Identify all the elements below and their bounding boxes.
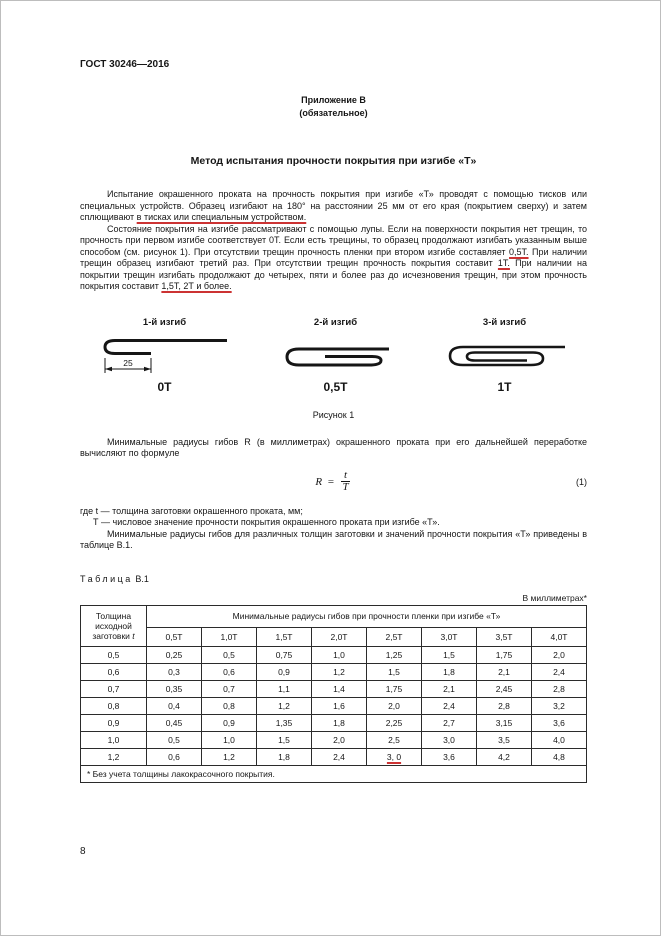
radius-cell: 4,2 — [477, 748, 532, 765]
table-body — [81, 646, 587, 765]
thickness-cell: 0,5 — [81, 646, 147, 663]
formula-numerator: t — [341, 470, 350, 482]
radius-cell: 2,8 — [477, 697, 532, 714]
radius-cell: 3,5 — [477, 731, 532, 748]
t-strength-header: 3,5Т — [477, 628, 532, 646]
bend-1 — [99, 317, 231, 394]
radius-cell: 1,75 — [477, 646, 532, 663]
bend-radius-table — [80, 605, 587, 783]
page-number: 8 — [80, 846, 86, 857]
bend-1-value: 0Т — [157, 379, 172, 394]
red-marked-text: 1Т. — [497, 258, 510, 268]
table-row — [81, 680, 587, 697]
radius-cell: 0,75 — [257, 646, 312, 663]
page-content — [80, 59, 587, 783]
paragraph-1 — [80, 189, 587, 224]
t-strength-header: 1,5Т — [257, 628, 312, 646]
t-strength-header: 2,5Т — [367, 628, 422, 646]
thickness-cell: 0,7 — [81, 680, 147, 697]
table-row — [81, 697, 587, 714]
bend-1-label: 1-й изгиб — [142, 316, 187, 328]
radius-cell: 1,4 — [312, 680, 367, 697]
radius-cell: 1,8 — [422, 663, 477, 680]
appendix-subtitle: (обязательное) — [299, 107, 368, 118]
table-row — [81, 714, 587, 731]
t-strength-header: 3,0Т — [422, 628, 477, 646]
span-header: Минимальные радиусы гибов при прочности пленки при изгибе «Т» — [147, 605, 587, 628]
radius-cell: 0,9 — [202, 714, 257, 731]
radius-cell: 0,6 — [147, 748, 202, 765]
radius-cell: 2,5 — [367, 731, 422, 748]
definition-line-2: Т — числовое значение прочности покрытия окрашенного проката при изгибе «Т». — [93, 517, 440, 527]
table-label-number: В.1 — [135, 573, 149, 584]
radius-cell: 1,25 — [367, 646, 422, 663]
radius-cell: 1,5 — [257, 731, 312, 748]
table-row — [81, 731, 587, 748]
bend-2-label: 2-й изгиб — [313, 316, 358, 328]
radius-cell: 0,3 — [147, 663, 202, 680]
formula-block — [80, 466, 587, 498]
radius-cell: 2,1 — [422, 680, 477, 697]
table-subheader-row — [81, 628, 587, 646]
dimension-label: 25 — [122, 357, 133, 368]
radius-cell: 1,8 — [312, 714, 367, 731]
formula-denominator: T — [342, 481, 349, 493]
text-segment: Испытание окрашенного проката на прочность покрытия при изгибе «Т» проводят с помощью тисков или специальных устройств. Образец изгибают на 180° на расстоянии 25 мм от его края (покрытием сверху) и затем сплющивают — [80, 189, 587, 222]
section-title: Метод испытания прочности покрытия при изгибе «Т» — [190, 155, 477, 167]
radius-cell: 1,0 — [312, 646, 367, 663]
bend-2-value: 0,5Т — [323, 379, 348, 394]
radius-cell: 2,45 — [477, 680, 532, 697]
radius-cell: 0,6 — [202, 663, 257, 680]
t-strength-header: 2,0Т — [312, 628, 367, 646]
radius-cell: 2,4 — [532, 663, 587, 680]
table-label — [80, 574, 587, 584]
definition-line-1: где t — толщина заготовки окрашенного проката, мм; — [80, 505, 303, 516]
formula-fraction — [340, 470, 352, 493]
units-note: В миллиметрах* — [522, 592, 587, 603]
t-strength-header: 1,0Т — [202, 628, 257, 646]
footnote-row — [81, 765, 587, 782]
radius-cell: 2,4 — [312, 748, 367, 765]
radius-cell: 2,25 — [367, 714, 422, 731]
radius-cell: 2,8 — [532, 680, 587, 697]
bend-2 — [277, 317, 395, 394]
appendix-heading — [80, 94, 587, 119]
text-segment: При наличии трещин образец изгибают третий раз. При отсутствии трещин прочность покрытия составит — [80, 246, 587, 268]
radius-cell: 3,15 — [477, 714, 532, 731]
radius-cell: 0,25 — [147, 646, 202, 663]
radius-cell: 3,6 — [422, 748, 477, 765]
radius-cell: 2,4 — [422, 697, 477, 714]
figure-caption: Рисунок 1 — [312, 409, 355, 420]
radius-cell: 2,0 — [532, 646, 587, 663]
t-strength-header: 4,0Т — [532, 628, 587, 646]
radius-cell: 4,0 — [532, 731, 587, 748]
radius-cell: 1,8 — [257, 748, 312, 765]
radius-cell: 0,8 — [202, 697, 257, 714]
thickness-column-header — [81, 605, 147, 646]
bend-3-label: 3-й изгиб — [482, 316, 527, 328]
radius-cell: 1,0 — [202, 731, 257, 748]
table-header-row — [81, 605, 587, 628]
paragraph-2 — [80, 224, 587, 293]
text-segment: Состояние покрытия на изгибе рассматривают с помощью лупы. Если на поверхности покрытия нет трещин, то прочность при первом изгибе соответствует 0Т. Если есть трещины, то образец продолжают изгибать указанным выше способом (см. рисунок 1). При отсутствии трещин прочность пленки при втором изгибе составляет — [80, 223, 587, 257]
table-label-word: Таблица — [80, 573, 133, 584]
formula — [315, 470, 351, 493]
radius-cell: 1,35 — [257, 714, 312, 731]
table-row — [81, 748, 587, 765]
radius-cell: 2,0 — [312, 731, 367, 748]
t-strength-header: 0,5Т — [147, 628, 202, 646]
formula-number: (1) — [576, 476, 587, 487]
radius-cell: 2,1 — [477, 663, 532, 680]
radius-cell: 0,35 — [147, 680, 202, 697]
radius-cell: 3,6 — [532, 714, 587, 731]
radius-cell: 1,5 — [367, 663, 422, 680]
radius-cell: 0,9 — [257, 663, 312, 680]
bend-2-drawing — [277, 332, 395, 378]
table-row — [81, 663, 587, 680]
bend-3-drawing — [441, 332, 569, 378]
radius-cell: 1,5 — [422, 646, 477, 663]
radius-cell: 3,2 — [532, 697, 587, 714]
radius-cell: 3,0 — [422, 731, 477, 748]
figure-1 — [80, 317, 587, 394]
thickness-variable: t — [132, 630, 135, 641]
thickness-cell: 0,8 — [81, 697, 147, 714]
radius-cell: 4,8 — [532, 748, 587, 765]
table-footnote: * Без учета толщины лакокрасочного покрытия. — [81, 765, 587, 782]
red-marked-text: в тисках или специальным устройством. — [136, 212, 307, 222]
thickness-cell: 1,0 — [81, 731, 147, 748]
paragraph-3: Минимальные радиусы гибов R (в миллиметрах) окрашенного проката при его дальнейшей переработке вычисляют по формуле — [80, 436, 587, 458]
radius-cell: 0,7 — [202, 680, 257, 697]
radius-cell: 3, 0 — [367, 748, 422, 765]
table-row — [81, 646, 587, 663]
thickness-cell: 1,2 — [81, 748, 147, 765]
bend-3-value: 1Т — [497, 379, 512, 394]
red-marked-text: 0,5Т. — [509, 246, 529, 257]
radius-cell: 0,5 — [147, 731, 202, 748]
radius-cell: 0,45 — [147, 714, 202, 731]
appendix-title: Приложение В — [301, 95, 366, 105]
formula-equals: = — [327, 475, 335, 488]
bend-1-drawing — [99, 332, 231, 378]
red-marked-text: 1,5Т, 2Т и более. — [161, 281, 232, 291]
paragraph-4: Минимальные радиусы гибов для различных толщин заготовки и значений прочности покрытия «Т» приведены в таблице В.1. — [80, 528, 587, 550]
thickness-cell: 0,6 — [81, 663, 147, 680]
text-segment: При наличии на покрытии трещин изгибать продолжают до четырех, пяти и более раз до исчезновения трещин, при этом прочность покрытия составит — [80, 258, 587, 291]
radius-cell: 2,0 — [367, 697, 422, 714]
radius-cell: 1,6 — [312, 697, 367, 714]
bend-3 — [441, 317, 569, 394]
radius-cell: 1,75 — [367, 680, 422, 697]
radius-cell: 1,1 — [257, 680, 312, 697]
radius-cell: 0,4 — [147, 697, 202, 714]
radius-cell: 1,2 — [312, 663, 367, 680]
radius-cell: 1,2 — [202, 748, 257, 765]
radius-cell: 0,5 — [202, 646, 257, 663]
thickness-header-text: Толщина исходной заготовки — [92, 610, 132, 641]
doc-number: ГОСТ 30246—2016 — [80, 59, 170, 70]
thickness-cell: 0,9 — [81, 714, 147, 731]
radius-cell: 2,7 — [422, 714, 477, 731]
radius-cell: 1,2 — [257, 697, 312, 714]
formula-lhs: R — [315, 475, 323, 488]
